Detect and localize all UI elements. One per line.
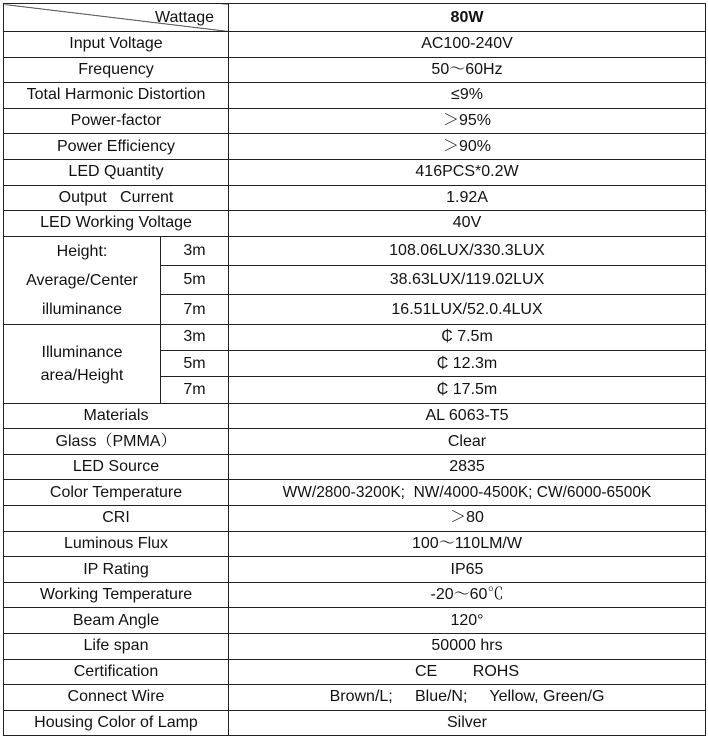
table-row <box>4 236 706 265</box>
table-row <box>4 633 706 659</box>
table-row <box>4 134 706 160</box>
table-row <box>4 685 706 711</box>
row-label: Frequency <box>4 57 229 83</box>
row-value: Clear <box>229 429 706 455</box>
row-value: 40V <box>229 211 706 237</box>
row-value: ₵ 12.3m <box>229 351 706 377</box>
height-cell: 5m <box>161 266 229 295</box>
height-cell: 7m <box>161 295 229 324</box>
table-row <box>4 454 706 480</box>
table-row <box>4 32 706 58</box>
row-value: 38.63LUX/119.02LUX <box>229 266 706 295</box>
row-label: Certification <box>4 659 229 685</box>
row-label: Life span <box>4 633 229 659</box>
height-cell: 3m <box>161 324 229 350</box>
row-label: CRI <box>4 506 229 532</box>
row-value: CE ROHS <box>229 659 706 685</box>
table-row <box>4 582 706 608</box>
spec-table <box>3 3 706 736</box>
height-cell: 5m <box>161 351 229 377</box>
row-value: ₵ 17.5m <box>229 377 706 403</box>
row-value: AC100-240V <box>229 32 706 58</box>
row-label: Luminous Flux <box>4 531 229 557</box>
row-value: AL 6063-T5 <box>229 403 706 429</box>
row-value: Brown/L; Blue/N; Yellow, Green/G <box>229 685 706 711</box>
row-label: LED Source <box>4 454 229 480</box>
table-row <box>4 710 706 736</box>
row-value: 50000 hrs <box>229 633 706 659</box>
row-value: ＞80 <box>229 506 706 532</box>
row-label: Power-factor <box>4 108 229 134</box>
row-label: Housing Color of Lamp <box>4 710 229 736</box>
table-row <box>4 557 706 583</box>
wattage-label: Wattage <box>4 4 229 32</box>
table-row <box>4 211 706 237</box>
table-row <box>4 429 706 455</box>
row-label: Total Harmonic Distortion <box>4 83 229 109</box>
row-label: IP Rating <box>4 557 229 583</box>
row-label: Working Temperature <box>4 582 229 608</box>
table-row <box>4 185 706 211</box>
row-value: -20～60℃ <box>229 582 706 608</box>
row-value: 120° <box>229 608 706 634</box>
illuminance-group-label: Height: Average/Center illuminance <box>4 236 161 324</box>
wattage-value: 80W <box>229 4 706 32</box>
height-cell: 3m <box>161 236 229 265</box>
row-value: Silver <box>229 710 706 736</box>
row-label: Glass（PMMA） <box>4 429 229 455</box>
row-value: IP65 <box>229 557 706 583</box>
table-row <box>4 324 706 350</box>
row-value: 2835 <box>229 454 706 480</box>
row-value: 50～60Hz <box>229 57 706 83</box>
row-value: 1.92A <box>229 185 706 211</box>
row-value: ≤9% <box>229 83 706 109</box>
row-label: Output Current <box>4 185 229 211</box>
row-value: 108.06LUX/330.3LUX <box>229 236 706 265</box>
row-label: Beam Angle <box>4 608 229 634</box>
row-value: ＞95% <box>229 108 706 134</box>
table-row <box>4 403 706 429</box>
row-value: 100～110LM/W <box>229 531 706 557</box>
row-value: 16.51LUX/52.0.4LUX <box>229 295 706 324</box>
table-row <box>4 531 706 557</box>
row-value: 416PCS*0.2W <box>229 159 706 185</box>
table-row <box>4 108 706 134</box>
row-value: WW/2800-3200K; NW/4000-4500K; CW/6000-6500K <box>229 480 706 506</box>
row-value: ₵ 7.5m <box>229 324 706 350</box>
table-row <box>4 159 706 185</box>
table-row <box>4 57 706 83</box>
row-label: Materials <box>4 403 229 429</box>
row-label: Connect Wire <box>4 685 229 711</box>
row-value: ＞90% <box>229 134 706 160</box>
area-group-label: Illuminance area/Height <box>4 324 161 403</box>
header-row <box>4 4 706 32</box>
table-row <box>4 480 706 506</box>
table-row <box>4 608 706 634</box>
table-row <box>4 83 706 109</box>
row-label: LED Quantity <box>4 159 229 185</box>
row-label: LED Working Voltage <box>4 211 229 237</box>
row-label: Color Temperature <box>4 480 229 506</box>
height-cell: 7m <box>161 377 229 403</box>
table-row <box>4 506 706 532</box>
table-row <box>4 659 706 685</box>
row-label: Power Efficiency <box>4 134 229 160</box>
row-label: Input Voltage <box>4 32 229 58</box>
